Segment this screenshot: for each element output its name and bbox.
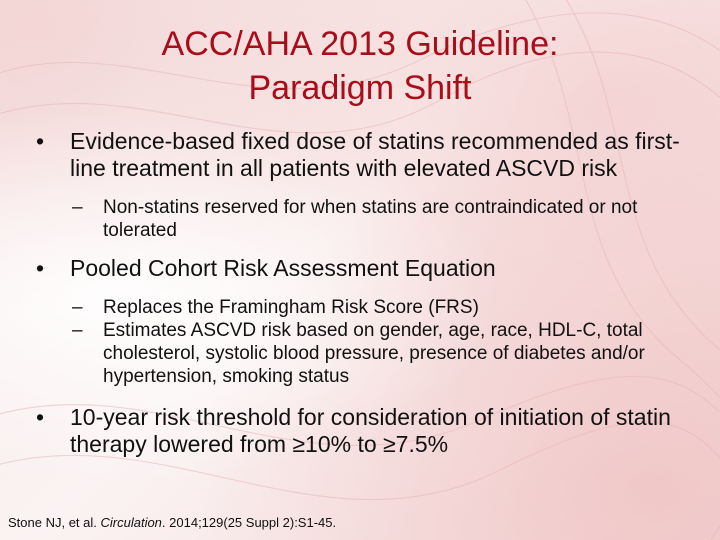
bullet-marker: • <box>36 255 45 281</box>
subbullet-marker: – <box>72 320 83 341</box>
subbullet-estimates-ascvd-risk <box>28 319 696 388</box>
bullet-text: Evidence-based fixed dose of statins recommended as first-line treatment in all patients with elevated ASCVD risk <box>70 128 680 181</box>
slide-content <box>28 128 696 458</box>
bullet-pooled-cohort-equation <box>28 255 696 282</box>
bullet-risk-threshold <box>28 404 696 458</box>
subbullet-marker: – <box>72 197 83 218</box>
subbullet-text: Non-statins reserved for when statins are contraindicated or not tolerated <box>103 197 638 241</box>
citation <box>8 515 336 530</box>
citation-details: . 2014;129(25 Suppl 2):S1-45. <box>161 515 337 530</box>
subbullet-text: Estimates ASCVD risk based on gender, age, race, HDL-C, total cholesterol, systolic blood pressure, presence of diabetes and/or hypertension, smoking status <box>103 320 645 387</box>
title-line-2: Paradigm Shift <box>248 69 472 107</box>
citation-journal: Circulation <box>100 515 162 530</box>
bullet-marker: • <box>36 128 45 154</box>
title-line-1: ACC/AHA 2013 Guideline: <box>161 25 559 63</box>
subbullet-marker: – <box>72 297 83 318</box>
subbullet-replaces-frs <box>28 296 696 319</box>
bullet-text: 10-year risk threshold for consideration of initiation of statin therapy lowered from ≥10% to ≥7.5% <box>70 404 671 457</box>
slide-title <box>0 22 720 110</box>
subbullet-non-statins <box>28 196 696 242</box>
bullet-marker: • <box>36 404 45 430</box>
bullet-evidence-based-statins <box>28 128 696 182</box>
bullet-text: Pooled Cohort Risk Assessment Equation <box>70 255 496 281</box>
citation-authors: Stone NJ, et al. <box>8 515 101 530</box>
subbullet-text: Replaces the Framingham Risk Score (FRS) <box>103 297 479 318</box>
